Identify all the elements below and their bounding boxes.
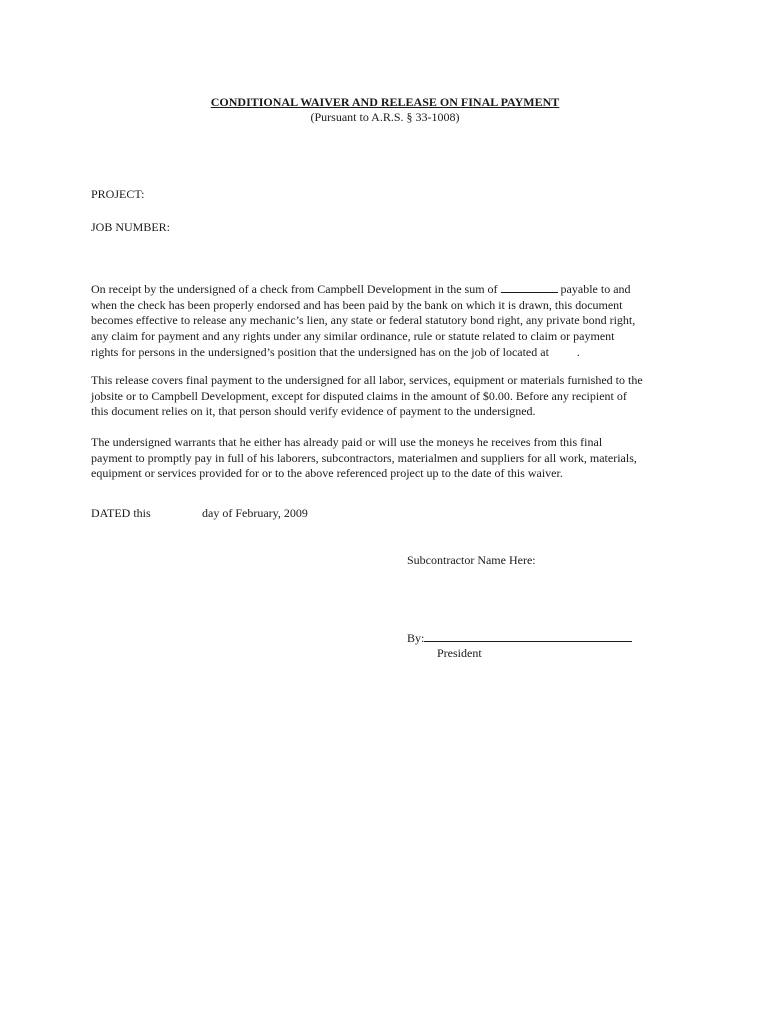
signature-line [407,630,632,647]
paragraph-line: any claim for payment and any rights under any similar ordinance, rule or statute related to claim or payment [91,329,615,344]
document-title: CONDITIONAL WAIVER AND RELEASE ON FINAL PAYMENT [210,95,560,109]
release-paragraph [91,281,691,361]
project-label: PROJECT: [91,187,145,201]
coverage-paragraph [91,373,691,420]
paragraph-line: this document relies on it, that person should verify evidence of payment to the undersigned. [91,404,536,419]
warranty-paragraph [91,435,691,482]
paragraph-line [91,345,691,361]
by-label: By: [407,631,425,645]
paragraph-text: payable to and [557,282,631,296]
document-subtitle: (Pursuant to A.R.S. § 33-1008) [310,110,460,124]
paragraph-line: The undersigned warrants that he either has already paid or will use the moneys he receives from this final [91,435,603,449]
sum-blank [501,281,558,293]
paragraph-line: payment to promptly pay in full of his laborers, subcontractors, materialmen and suppliers for all work, materials, [91,450,637,465]
paragraph-line: when the check has been properly endorsed and has been paid by the bank on which it is drawn, this document [91,297,623,312]
paragraph-text: rights for persons in the undersigned’s position that the undersigned has on the job of located at [91,344,549,359]
signature-blank [424,630,632,642]
paragraph-line: becomes effective to release any mechanic’s lien, any state or federal statutory bond right, any private bond right, [91,313,636,328]
dated-date-text: day of February, 2009 [202,506,308,520]
job-number-label: JOB NUMBER: [91,220,171,234]
paragraph-line: This release covers final payment to the undersigned for all labor, services, equipment or materials furnished to the [91,373,643,387]
paragraph-text: On receipt by the undersigned of a check from Campbell Development in the sum of [91,282,501,296]
subcontractor-name-label: Subcontractor Name Here: [407,553,536,567]
signer-title: President [437,646,482,660]
paragraph-line: equipment or services provided for or to the above referenced project up to the date of this waiver. [91,466,563,481]
paragraph-text: . [576,344,580,359]
dated-label: DATED this [91,506,151,520]
paragraph-line [91,281,691,298]
paragraph-line: jobsite or to Campbell Development, except for disputed claims in the amount of $0.00. Before any recipient of [91,388,627,403]
